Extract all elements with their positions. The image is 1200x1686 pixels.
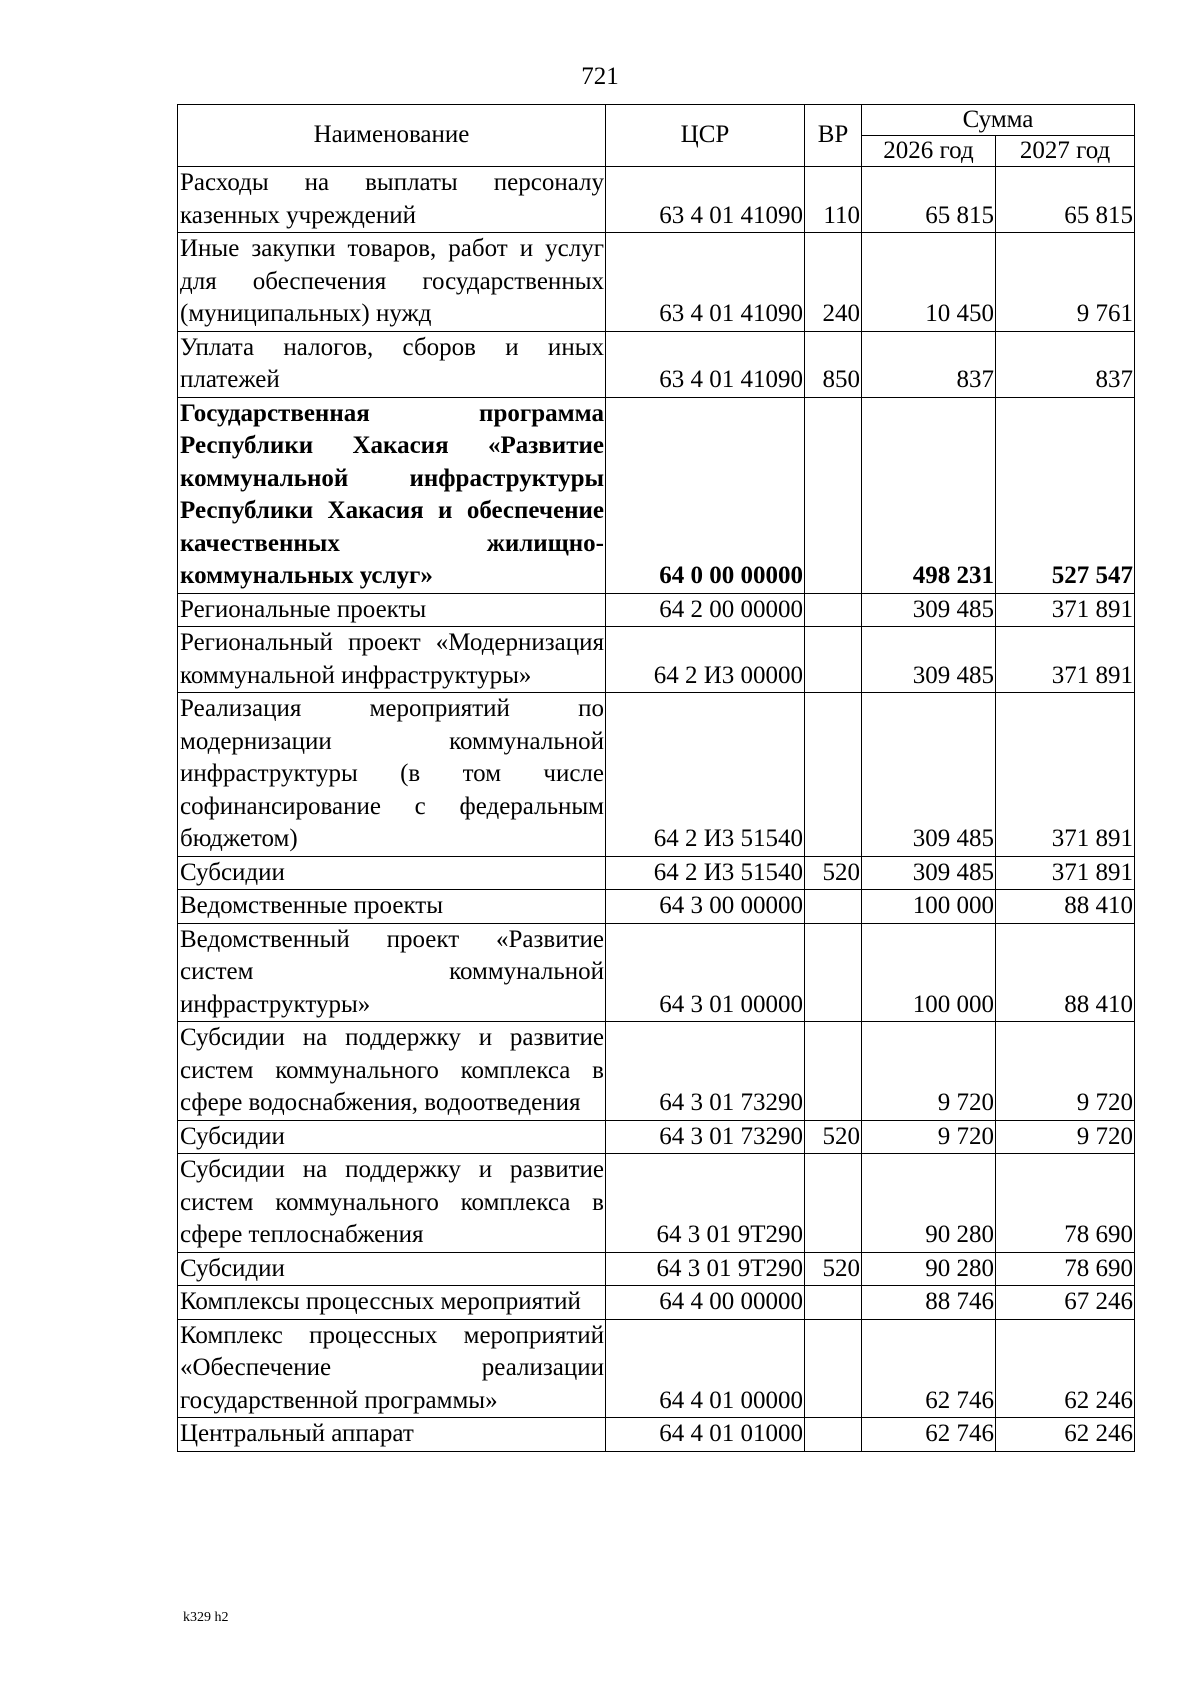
row-amount-2026: 309 485 (862, 627, 996, 693)
row-amount-2027: 62 246 (996, 1418, 1135, 1452)
table-row (178, 890, 1135, 924)
row-name: Комплекс процессных мероприятий «Обеспечение реализации государственной программы» (178, 1319, 606, 1418)
row-amount-2027: 78 690 (996, 1252, 1135, 1286)
row-csr-code: 64 3 01 73290 (606, 1022, 805, 1121)
row-amount-2027: 88 410 (996, 923, 1135, 1022)
table-row (178, 627, 1135, 693)
row-name: Региональные проекты (178, 593, 606, 627)
row-amount-2026: 309 485 (862, 693, 996, 857)
row-amount-2027: 371 891 (996, 593, 1135, 627)
row-vr-code: 520 (805, 1120, 862, 1154)
row-name: Государственная программа Республики Хакасия «Развитие коммунальной инфраструктуры Республики Хакасия и обеспечение качественных жилищно-коммунальных услуг» (178, 397, 606, 593)
row-vr-code (805, 1418, 862, 1452)
row-amount-2026: 309 485 (862, 856, 996, 890)
row-name: Субсидии на поддержку и развитие систем коммунального комплекса в сфере водоснабжения, водоотведения (178, 1022, 606, 1121)
row-name: Комплексы процессных мероприятий (178, 1286, 606, 1320)
row-amount-2027: 9 761 (996, 233, 1135, 332)
footer-code: k329 h2 (183, 1610, 229, 1625)
row-vr-code (805, 627, 862, 693)
table-row (178, 1022, 1135, 1121)
row-amount-2026: 88 746 (862, 1286, 996, 1320)
row-amount-2027: 9 720 (996, 1022, 1135, 1121)
row-amount-2027: 527 547 (996, 397, 1135, 593)
table-row (178, 1418, 1135, 1452)
row-name: Центральный аппарат (178, 1418, 606, 1452)
row-csr-code: 63 4 01 41090 (606, 167, 805, 233)
row-amount-2026: 309 485 (862, 593, 996, 627)
row-csr-code: 64 0 00 00000 (606, 397, 805, 593)
row-csr-code: 64 4 01 00000 (606, 1319, 805, 1418)
row-csr-code: 64 2 И3 51540 (606, 693, 805, 857)
header-sum: Сумма (862, 105, 1135, 136)
row-vr-code (805, 1286, 862, 1320)
row-amount-2027: 78 690 (996, 1154, 1135, 1253)
row-name: Ведомственные проекты (178, 890, 606, 924)
table-row (178, 331, 1135, 397)
row-csr-code: 64 2 00 00000 (606, 593, 805, 627)
row-csr-code: 63 4 01 41090 (606, 233, 805, 332)
row-amount-2026: 498 231 (862, 397, 996, 593)
table-row (178, 1120, 1135, 1154)
row-vr-code (805, 1154, 862, 1253)
row-name: Реализация мероприятий по модернизации коммунальной инфраструктуры (в том числе софинансирование с федеральным бюджетом) (178, 693, 606, 857)
row-amount-2027: 88 410 (996, 890, 1135, 924)
row-amount-2027: 67 246 (996, 1286, 1135, 1320)
page-number: 721 (581, 63, 619, 90)
table-row (178, 167, 1135, 233)
row-csr-code: 64 3 01 00000 (606, 923, 805, 1022)
row-amount-2027: 371 891 (996, 627, 1135, 693)
row-name: Субсидии на поддержку и развитие систем коммунального комплекса в сфере теплоснабжения (178, 1154, 606, 1253)
table-row (178, 1319, 1135, 1418)
row-csr-code: 64 2 И3 00000 (606, 627, 805, 693)
row-vr-code (805, 890, 862, 924)
table-row (178, 693, 1135, 857)
row-csr-code: 64 4 00 00000 (606, 1286, 805, 1320)
row-name: Субсидии (178, 856, 606, 890)
header-year-2027: 2027 год (996, 136, 1135, 167)
row-csr-code: 64 3 01 73290 (606, 1120, 805, 1154)
row-name: Субсидии (178, 1252, 606, 1286)
row-name: Ведомственный проект «Развитие систем коммунальной инфраструктуры» (178, 923, 606, 1022)
row-vr-code: 850 (805, 331, 862, 397)
row-vr-code (805, 397, 862, 593)
row-amount-2027: 62 246 (996, 1319, 1135, 1418)
table-row (178, 1252, 1135, 1286)
budget-table (177, 104, 1135, 1452)
header-csr: ЦСР (606, 105, 805, 167)
row-amount-2027: 371 891 (996, 856, 1135, 890)
row-vr-code (805, 593, 862, 627)
row-vr-code (805, 693, 862, 857)
table-body (178, 167, 1135, 1452)
row-name: Субсидии (178, 1120, 606, 1154)
row-vr-code (805, 923, 862, 1022)
row-csr-code: 64 3 01 9Т290 (606, 1154, 805, 1253)
row-csr-code: 63 4 01 41090 (606, 331, 805, 397)
table-row (178, 923, 1135, 1022)
row-amount-2026: 62 746 (862, 1319, 996, 1418)
table-row (178, 1154, 1135, 1253)
table-row (178, 856, 1135, 890)
table-header (178, 105, 1135, 167)
row-amount-2026: 9 720 (862, 1022, 996, 1121)
row-amount-2026: 9 720 (862, 1120, 996, 1154)
row-amount-2026: 837 (862, 331, 996, 397)
header-name: Наименование (178, 105, 606, 167)
row-vr-code: 520 (805, 1252, 862, 1286)
row-csr-code: 64 3 00 00000 (606, 890, 805, 924)
row-name: Уплата налогов, сборов и иных платежей (178, 331, 606, 397)
row-amount-2026: 90 280 (862, 1154, 996, 1253)
table-row (178, 397, 1135, 593)
row-amount-2027: 9 720 (996, 1120, 1135, 1154)
header-vr: ВР (805, 105, 862, 167)
row-vr-code: 520 (805, 856, 862, 890)
row-vr-code: 110 (805, 167, 862, 233)
row-amount-2026: 90 280 (862, 1252, 996, 1286)
row-amount-2026: 100 000 (862, 890, 996, 924)
header-year-2026: 2026 год (862, 136, 996, 167)
row-amount-2026: 100 000 (862, 923, 996, 1022)
row-amount-2027: 371 891 (996, 693, 1135, 857)
table-row (178, 593, 1135, 627)
row-csr-code: 64 3 01 9Т290 (606, 1252, 805, 1286)
row-vr-code (805, 1319, 862, 1418)
row-amount-2027: 837 (996, 331, 1135, 397)
row-name: Иные закупки товаров, работ и услуг для обеспечения государственных (муниципальных) нужд (178, 233, 606, 332)
row-csr-code: 64 2 И3 51540 (606, 856, 805, 890)
row-amount-2026: 65 815 (862, 167, 996, 233)
row-amount-2026: 62 746 (862, 1418, 996, 1452)
row-amount-2027: 65 815 (996, 167, 1135, 233)
row-name: Расходы на выплаты персоналу казенных учреждений (178, 167, 606, 233)
row-amount-2026: 10 450 (862, 233, 996, 332)
row-csr-code: 64 4 01 01000 (606, 1418, 805, 1452)
row-name: Региональный проект «Модернизация коммунальной инфраструктуры» (178, 627, 606, 693)
table-row (178, 233, 1135, 332)
row-vr-code (805, 1022, 862, 1121)
table-row (178, 1286, 1135, 1320)
row-vr-code: 240 (805, 233, 862, 332)
